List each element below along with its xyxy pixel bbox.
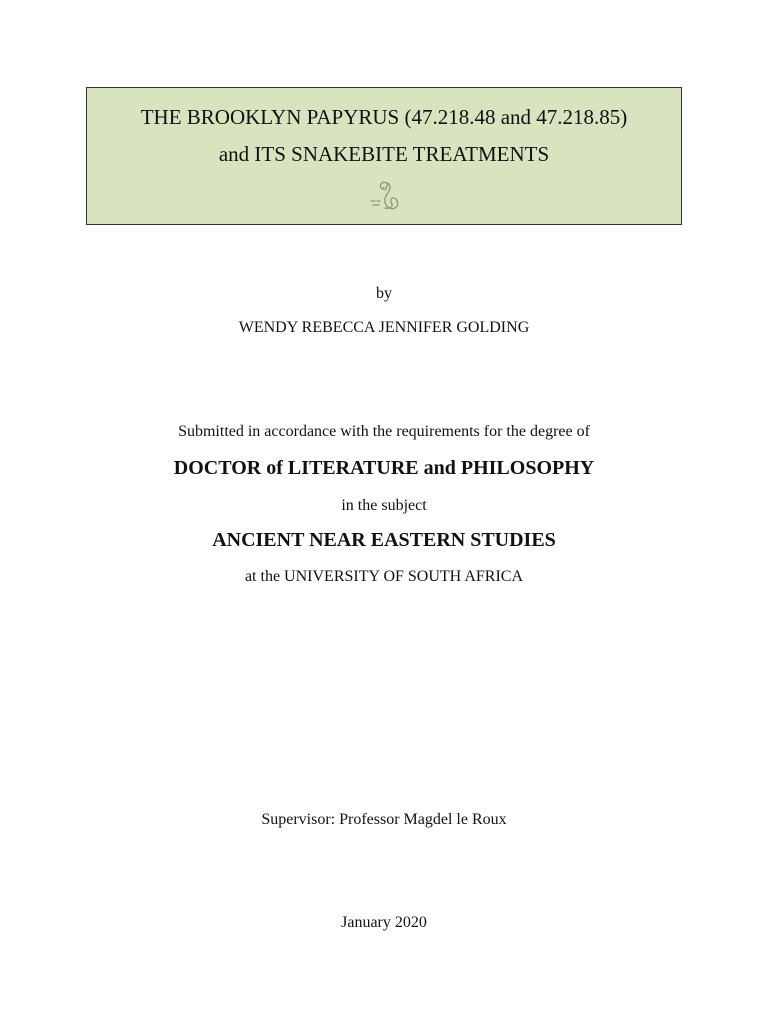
title-line-2: and ITS SNAKEBITE TREATMENTS	[218, 142, 550, 166]
university-line: at the UNIVERSITY OF SOUTH AFRICA	[244, 568, 524, 585]
degree-title: DOCTOR of LITERATURE and PHILOSOPHY	[173, 457, 595, 479]
by-label: by	[376, 285, 392, 302]
title-line-1: THE BROOKLYN PAPYRUS (47.218.48 and 47.218.85)	[140, 105, 628, 129]
author-name: WENDY REBECCA JENNIFER GOLDING	[238, 319, 530, 336]
submission-statement: Submitted in accordance with the requirements for the degree of	[178, 423, 590, 440]
subject-intro: in the subject	[341, 497, 427, 514]
submission-date: January 2020	[341, 914, 427, 931]
snake-hieroglyph-icon	[367, 177, 403, 215]
title-box	[86, 87, 682, 225]
subject-title: ANCIENT NEAR EASTERN STUDIES	[212, 529, 556, 551]
supervisor-line: Supervisor: Professor Magdel le Roux	[261, 811, 507, 828]
